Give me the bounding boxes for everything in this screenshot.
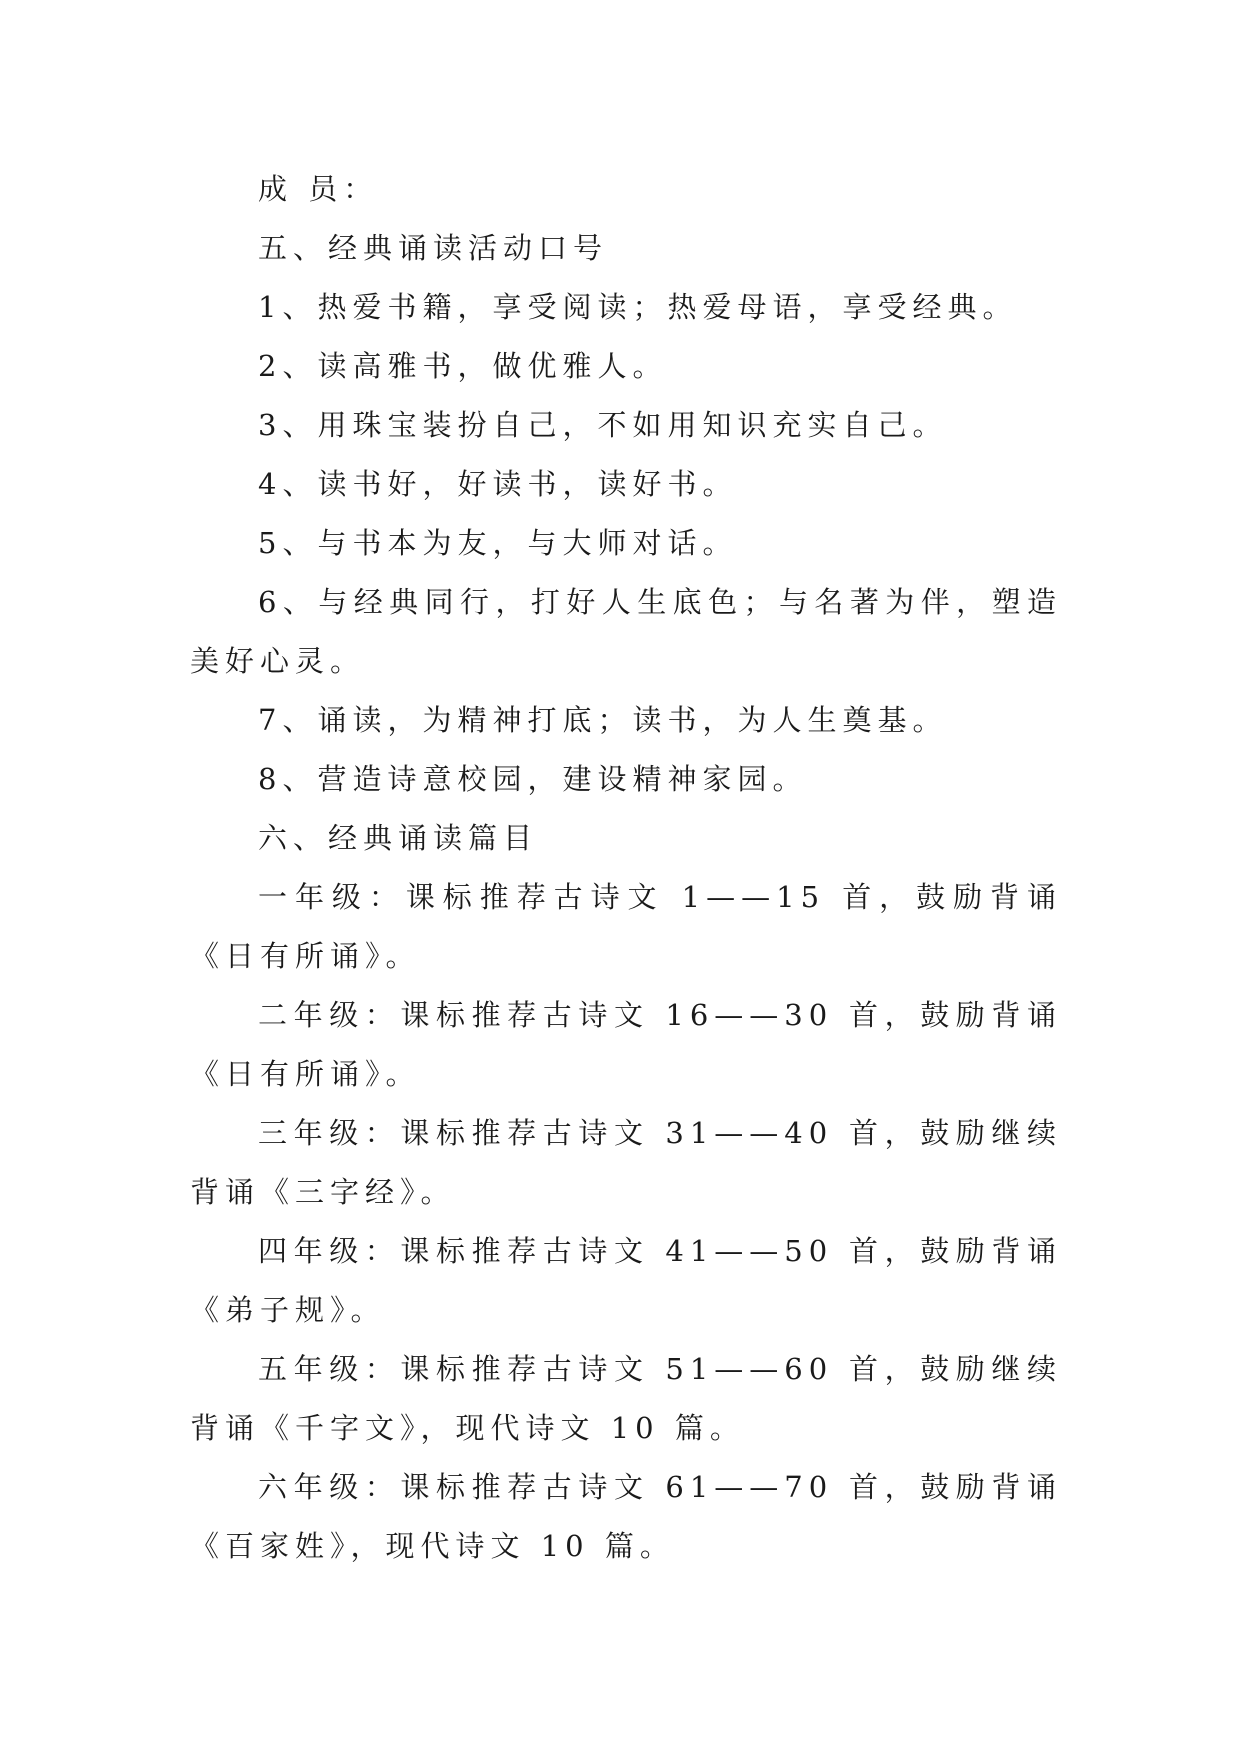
slogan-item: 5、与书本为友，与大师对话。 — [258, 526, 738, 560]
document-page — [190, 160, 1062, 1576]
grade-reading-item: 三年级：课标推荐古诗文 31——40 首，鼓励继续背诵《三字经》。 — [190, 1116, 1062, 1209]
slogan-item: 3、用珠宝装扮自己，不如用知识充实自己。 — [258, 408, 948, 442]
slogan-item: 7、诵读，为精神打底；读书，为人生奠基。 — [258, 703, 948, 737]
grade-reading-item: 四年级：课标推荐古诗文 41——50 首，鼓励背诵《弟子规》。 — [190, 1234, 1062, 1327]
section-heading-slogans: 五、经典诵读活动口号 — [258, 231, 609, 265]
grade-reading-item: 一年级：课标推荐古诗文 1——15 首，鼓励背诵《日有所诵》。 — [190, 880, 1062, 973]
section-heading-reading-list: 六、经典诵读篇目 — [258, 821, 539, 855]
slogan-item: 2、读高雅书，做优雅人。 — [258, 349, 668, 383]
slogan-item: 6、与经典同行，打好人生底色；与名著为伴，塑造美好心灵。 — [190, 585, 1062, 678]
grade-reading-item: 五年级：课标推荐古诗文 51——60 首，鼓励继续背诵《千字文》，现代诗文 10 篇。 — [190, 1352, 1062, 1445]
grade-reading-item: 二年级：课标推荐古诗文 16——30 首，鼓励背诵《日有所诵》。 — [190, 998, 1062, 1091]
slogan-item: 1、热爱书籍，享受阅读；热爱母语，享受经典。 — [258, 290, 1018, 324]
grade-reading-item: 六年级：课标推荐古诗文 61——70 首，鼓励背诵《百家姓》，现代诗文 10 篇。 — [190, 1470, 1062, 1563]
slogan-item: 8、营造诗意校园，建设精神家园。 — [258, 762, 808, 796]
members-line: 成 员： — [258, 172, 379, 206]
slogan-item: 4、读书好，好读书，读好书。 — [258, 467, 738, 501]
